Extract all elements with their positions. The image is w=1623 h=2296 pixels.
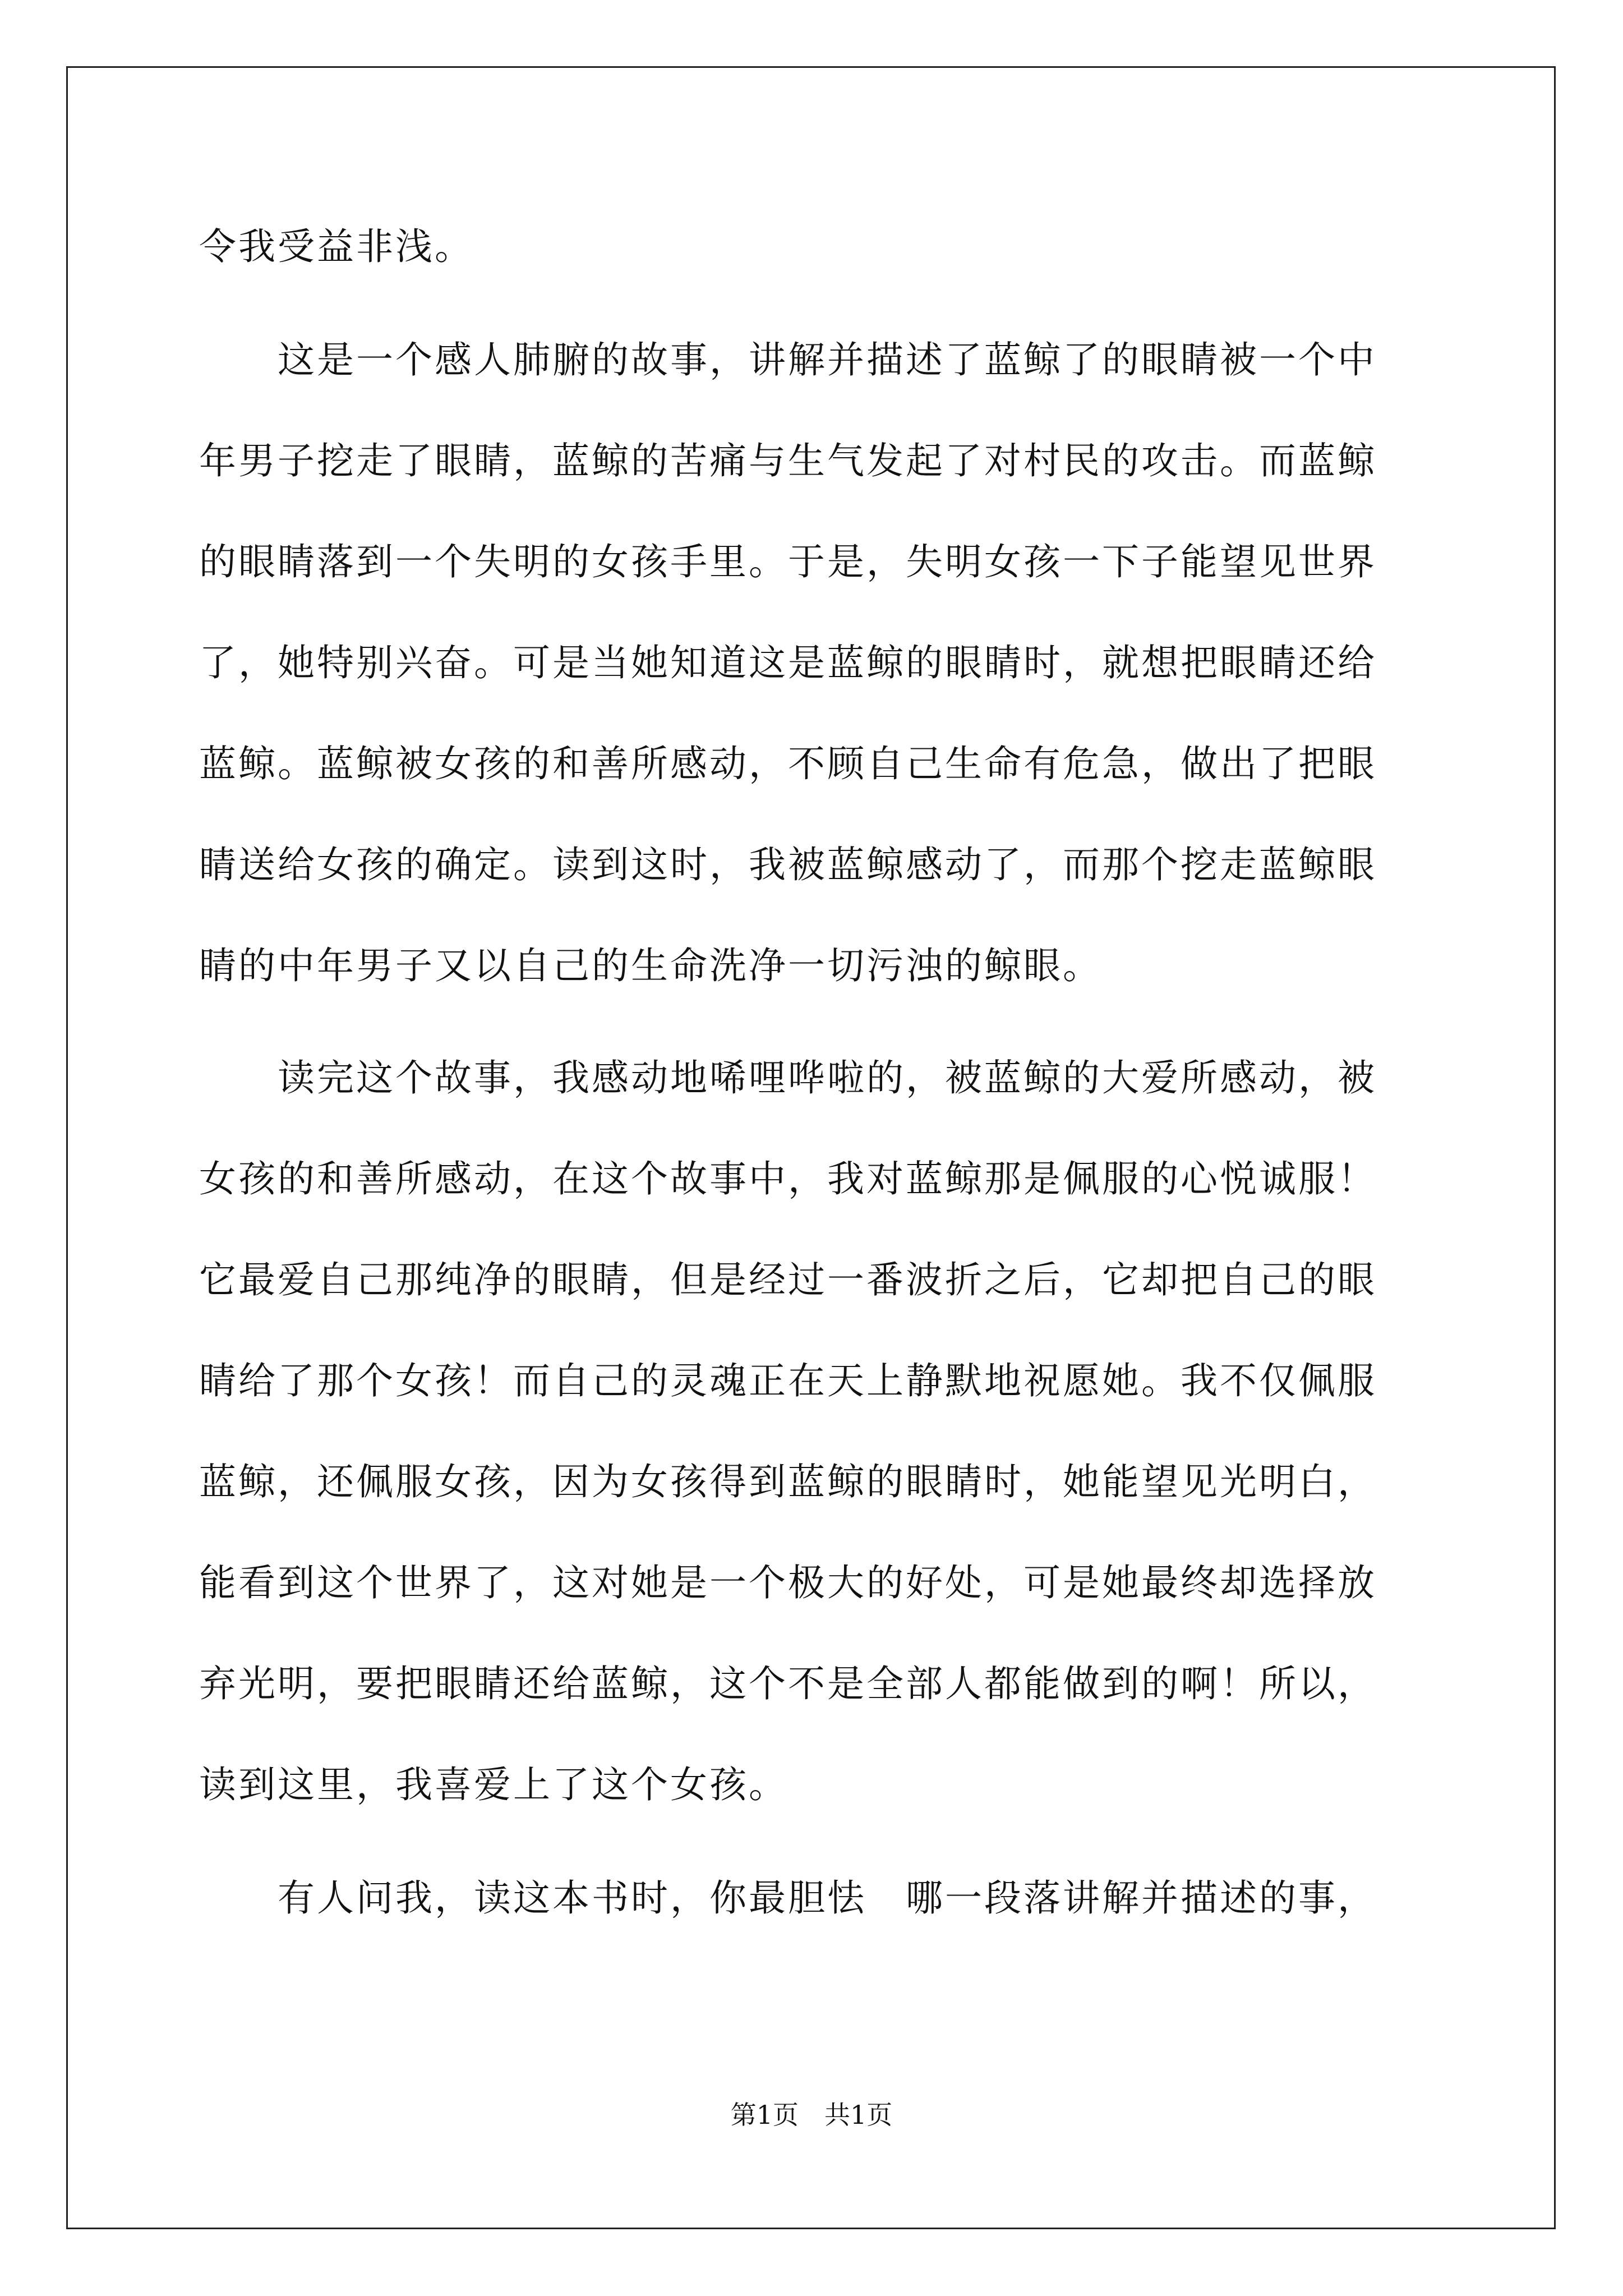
text-line: 令我受益非浅。 [199,225,474,268]
text-line: 能看到这个世界了，这对她是一个极大的好处，可是她最终却选择放 [199,1561,1377,1604]
paragraph-first-line: 读完这个故事，我感动地唏哩哗啦的，被蓝鲸的大爱所感动，被 [278,1056,1377,1099]
text-line: 睛送给女孩的确定。读到这时，我被蓝鲸感动了，而那个挖走蓝鲸眼 [199,843,1377,886]
text-line: 年男子挖走了眼睛，蓝鲸的苦痛与生气发起了对村民的攻击。而蓝鲸 [199,439,1377,482]
paragraph-first-line: 这是一个感人肺腑的故事，讲解并描述了蓝鲸了的眼睛被一个中 [278,338,1377,381]
text-line: 蓝鲸，还佩服女孩，因为女孩得到蓝鲸的眼睛时，她能望见光明白， [199,1460,1377,1503]
text-line: 女孩的和善所感动，在这个故事中，我对蓝鲸那是佩服的心悦诚服！ [199,1157,1377,1200]
text-line: 睛给了那个女孩！而自己的灵魂正在天上静默地祝愿她。我不仅佩服 [199,1359,1377,1402]
text-line: 读到这里，我喜爱上了这个女孩。 [199,1763,788,1806]
text-line: 蓝鲸。蓝鲸被女孩的和善所感动，不顾自己生命有危急，做出了把眼 [199,742,1377,785]
paragraph-first-line: 有人问我，读这本书时，你最胆怯 哪一段落讲解并描述的事， [278,1876,1377,1920]
page-footer: 第1页 共1页 [730,2100,893,2130]
text-line: 的眼睛落到一个失明的女孩手里。于是，失明女孩一下子能望见世界 [199,540,1377,583]
text-line: 了，她特别兴奋。可是当她知道这是蓝鲸的眼睛时，就想把眼睛还给 [199,641,1377,684]
text-line: 弃光明，要把眼睛还给蓝鲸，这个不是全部人都能做到的啊！所以， [199,1662,1377,1705]
text-line: 它最爱自己那纯净的眼睛，但是经过一番波折之后，它却把自己的眼 [199,1258,1377,1301]
text-line: 睛的中年男子又以自己的生命洗净一切污浊的鲸眼。 [199,944,1102,987]
